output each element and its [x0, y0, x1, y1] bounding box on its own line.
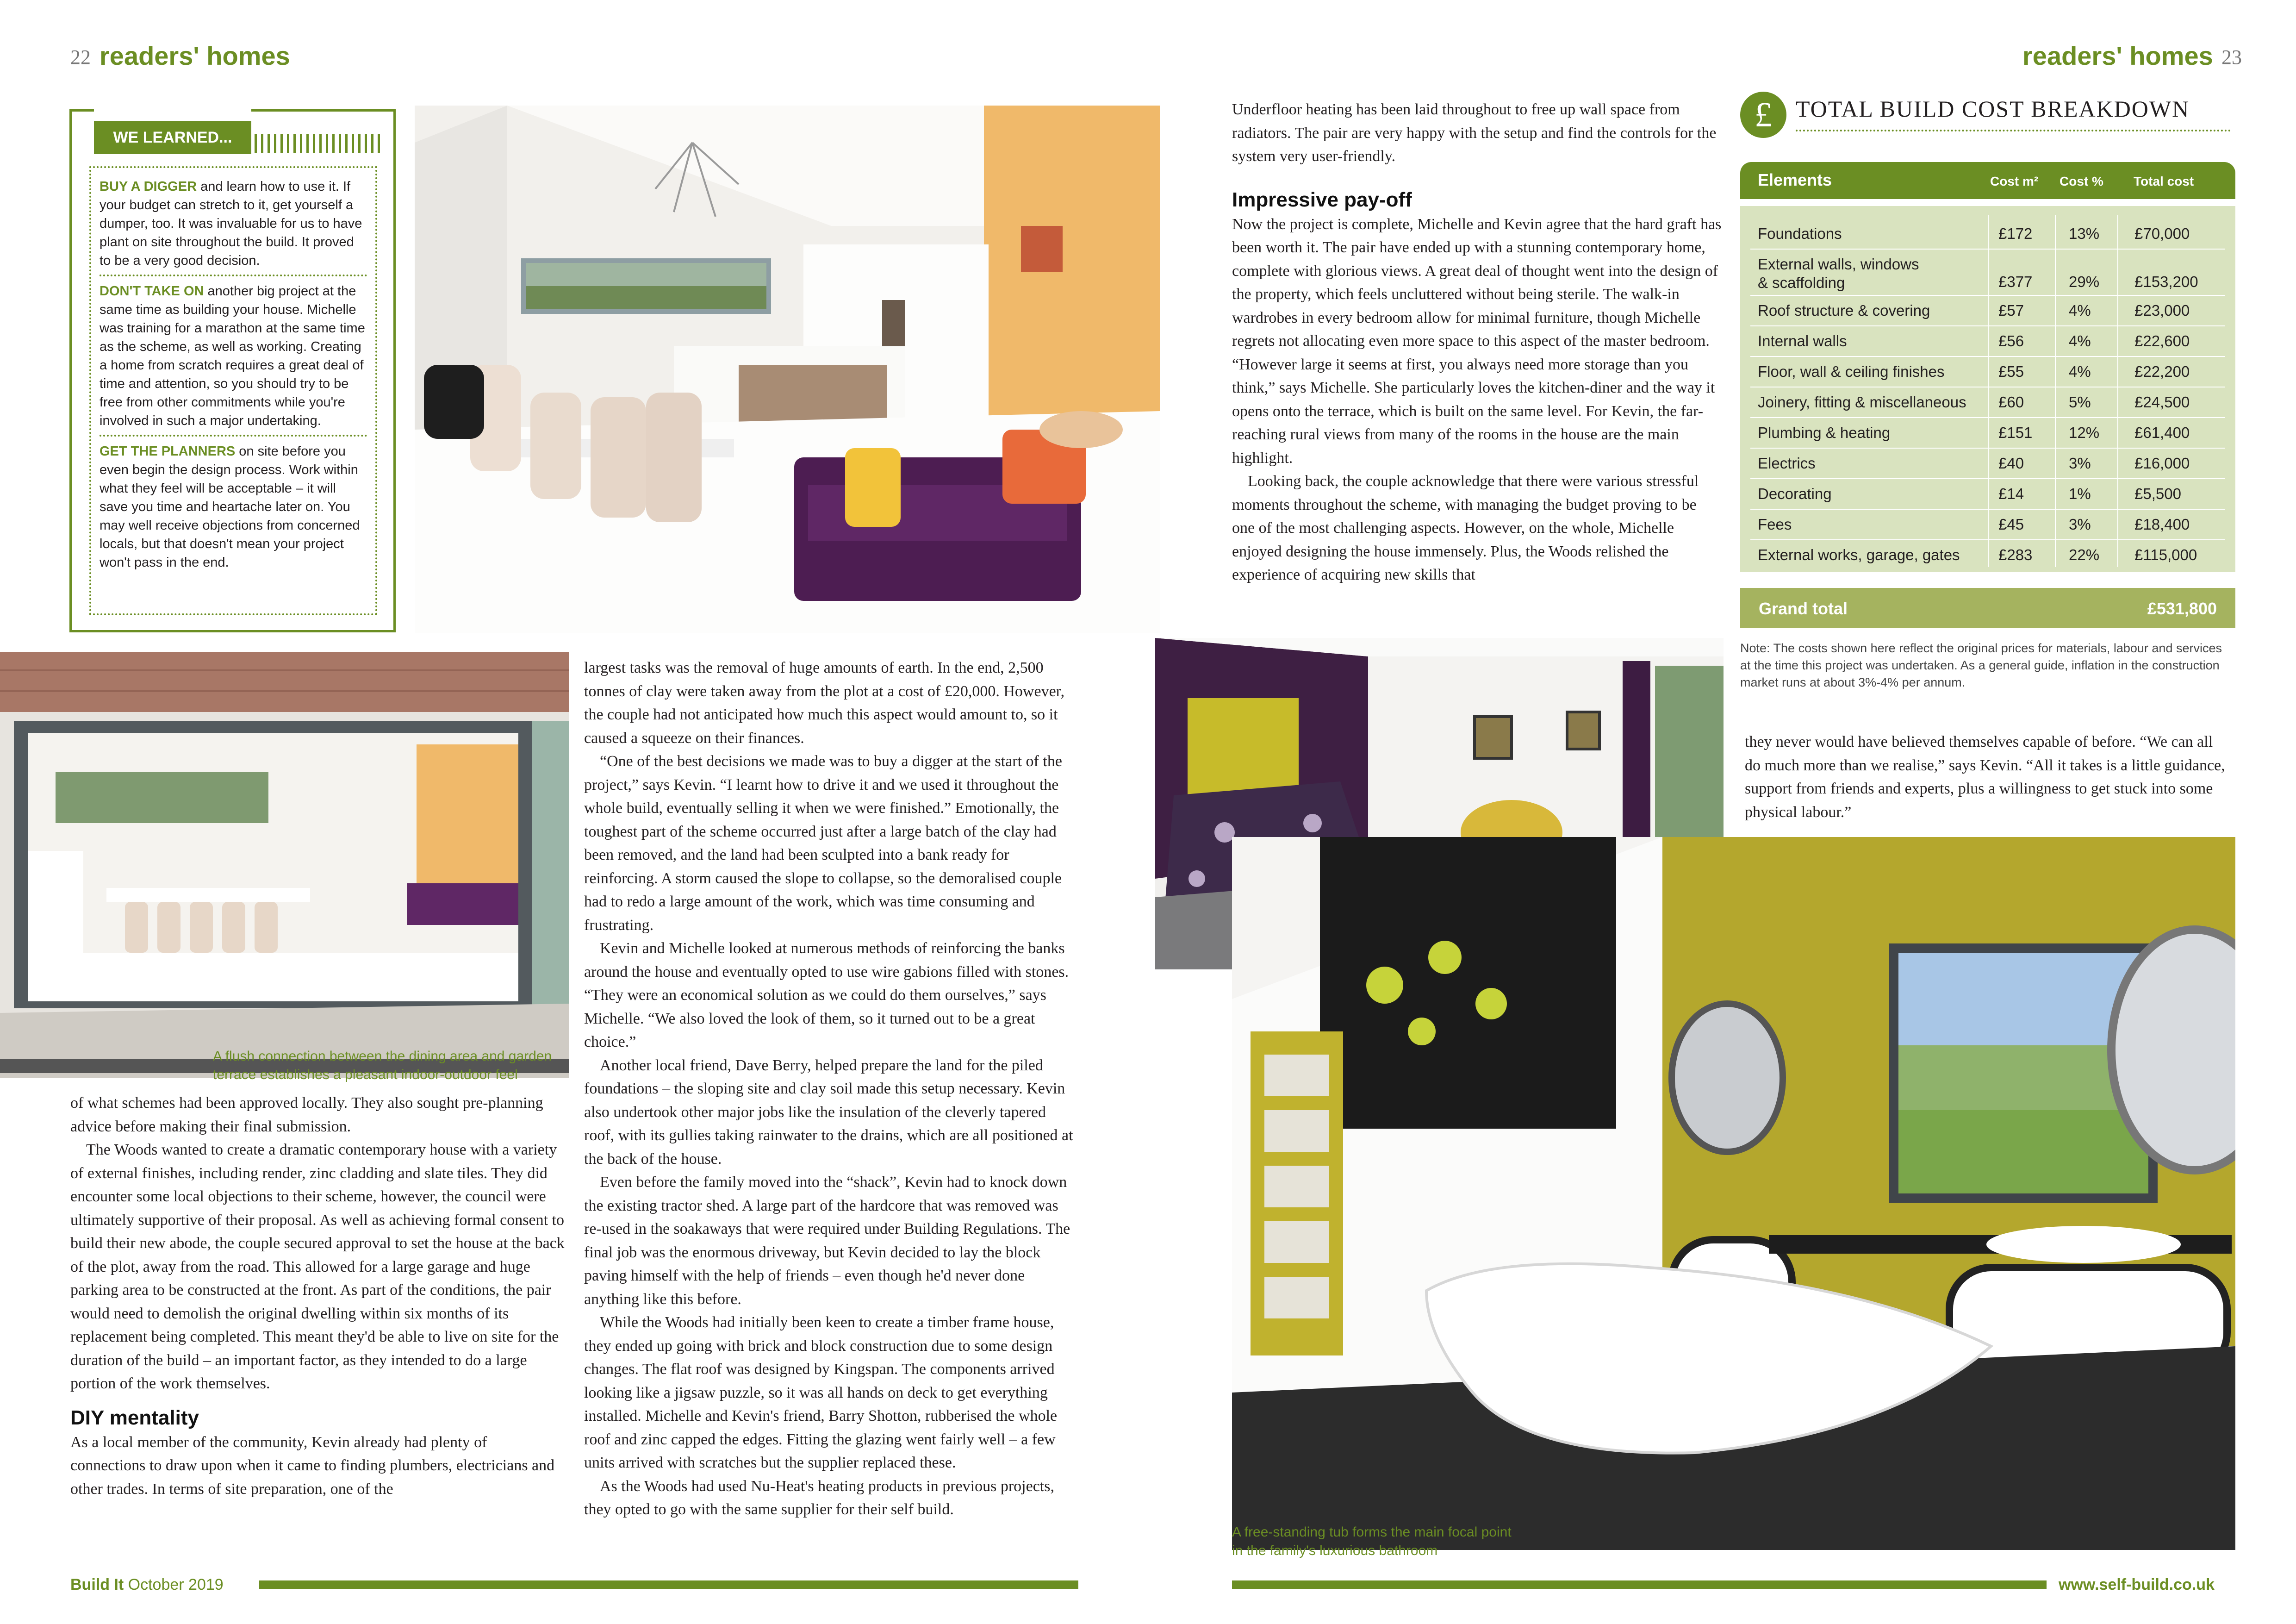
cost-row [1740, 479, 2235, 510]
cost-row [1740, 449, 2235, 479]
cost-grand-total [1740, 588, 2235, 628]
cost-cell-element: External walls, windows & scaffolding [1758, 256, 1919, 291]
cost-row [1740, 357, 2235, 387]
col1-para-1: of what schemes had been approved locally. They also sought pre-planning advice before making their final submission. [70, 1094, 543, 1135]
caption-dining: A flush connection between the dining area and garden terrace establishes a pleasant indoor-outdoor feel [213, 1049, 552, 1082]
cost-table-body [1740, 206, 2235, 572]
footer-bar-right [1232, 1580, 2047, 1589]
cost-title-rule [1796, 130, 2231, 131]
left-section-title: readers' homes [100, 41, 290, 70]
col3-para-2: Looking back, the couple acknowledge that there were various stressful moments throughout the scheme, with managing the budget proving to be one of the most challenging aspects. However, on the whole, Michelle enjoyed designing the house immensely. Plus, the Woods relished the experience of acquiring new skills that [1232, 473, 1699, 583]
col1-para-3: As a local member of the community, Kevin already had plenty of connections to draw upon when it came to finding plumbers, electricians and other trades. In terms of site preparation, one of the [70, 1433, 555, 1498]
cost-cell-pct: 4% [2069, 302, 2091, 319]
cost-cell-total: £24,500 [2134, 394, 2190, 411]
cost-cell-pct: 3% [2069, 455, 2091, 472]
cost-cell-element: Floor, wall & ceiling finishes [1758, 363, 1945, 380]
cost-cell-m2: £172 [1998, 225, 2033, 242]
cost-row [1740, 387, 2235, 418]
cost-cell-element: Fees [1758, 516, 1792, 533]
dining-terrace-photo [0, 652, 569, 1078]
col2-para-7: As the Woods had used Nu-Heat's heating products in previous projects, they opted to go with the same supplier for their self build. [584, 1477, 1054, 1518]
cost-cell-total: £115,000 [2134, 546, 2197, 563]
col2-para-5: Even before the family moved into the “shack”, Kevin had to knock down the existing tractor shed. A large part of the hardcore that was removed was re-used in the soakaways that were required under Building Regulations. The final job was the enormous driveway, but Kevin decided to lay the block paving himself with the help of friends – even though he'd never done anything like this before. [584, 1174, 1070, 1308]
cost-row [1740, 418, 2235, 449]
col3-para-1: Now the project is complete, Michelle and Kevin agree that the hard graft has been worth it. The pair have ended up with a stunning contemporary home, complete with glorious views. A great deal of thought went into the design of the property, which feels uncluttered without being sterile. The walk-in wardrobes in every bedroom allow for minimal furniture, though Michelle regrets not allocating even more space to this aspect of the master bedroom. “However large it seems at first, you always need more storage than you think,” says Michelle. She particularly loves the kitchen-diner and the way it opens onto the terrace, which is built on the same level. For Kevin, the far-reaching rural views from many of the rooms in the house are the main highlight. [1232, 215, 1722, 467]
cost-cell-pct: 13% [2069, 225, 2100, 242]
learned-item-3: GET THE PLANNERS on site before you even begin the design process. Work within what they feel will be acceptable – it will save you time and heartache later on. You may well receive objections from concerned locals, but that doesn't mean your project won't pass in the end. [100, 444, 360, 570]
col2-para-6: While the Woods had initially been keen to create a timber frame house, they ended up going with brick and block construction due to some design changes. The flat roof was designed by Kingspan. The components arrived looking like a jigsaw puzzle, so it was all hands on deck to get everything installed. Michelle and Kevin's friend, Barry Shotton, rubberised the whole roof and zinc capped the edges. Fitting the glazing went fairly well – a few units arrived with scratches but the supplier replaced these. [584, 1314, 1058, 1471]
col-header-cost-m2: Cost m² [1990, 174, 2039, 188]
subhead-payoff: Impressive pay-off [1232, 188, 1412, 211]
pound-icon: £ [1740, 92, 1786, 138]
we-learned-box [69, 109, 396, 632]
cost-cell-total: £61,400 [2134, 424, 2190, 441]
we-learned-list [100, 177, 367, 572]
cost-cell-m2: £151 [1998, 424, 2033, 441]
cost-cell-pct: 3% [2069, 516, 2091, 533]
col-header-total: Total cost [2134, 174, 2194, 188]
cost-cell-m2: £45 [1998, 516, 2024, 533]
caption-bathroom: A free-standing tub forms the main focal point in the family's luxurious bathroom [1232, 1524, 1512, 1558]
cost-cell-total: £23,000 [2134, 302, 2190, 319]
cost-title: TOTAL BUILD COST BREAKDOWN [1796, 96, 2190, 122]
cost-cell-pct: 12% [2069, 424, 2100, 441]
footer-brand-name: Build It [70, 1576, 124, 1593]
cost-row [1740, 510, 2235, 540]
cost-cell-m2: £283 [1998, 546, 2033, 563]
we-learned-heading: WE LEARNED... [94, 121, 251, 154]
cost-cell-element: Internal walls [1758, 332, 1847, 350]
column-2 [584, 656, 1079, 1522]
column-3 [1232, 98, 1723, 587]
cost-cell-element: External works, garage, gates [1758, 546, 1960, 563]
cost-cell-pct: 4% [2069, 332, 2091, 350]
cost-row [1740, 326, 2235, 357]
cost-cell-element: Joinery, fitting & miscellaneous [1758, 394, 1966, 411]
cost-cell-m2: £55 [1998, 363, 2024, 380]
cost-cell-element: Foundations [1758, 225, 1842, 242]
cost-cell-total: £70,000 [2134, 225, 2190, 242]
cost-cell-total: £22,600 [2134, 332, 2190, 350]
column-4 [1745, 731, 2231, 824]
stripe-decoration [255, 134, 380, 153]
cost-row [1740, 219, 2235, 250]
col2-para-1: largest tasks was the removal of huge amounts of earth. In the end, 2,500 tonnes of clay were taken away from the plot at a cost of £20,000. However, the couple had not anticipated how much this aspect would amount to, so it caused a squeeze on their finances. [584, 659, 1065, 747]
cost-table [1740, 162, 2235, 634]
bathroom-photo [1232, 837, 2235, 1550]
cost-cell-element: Plumbing & heating [1758, 424, 1891, 441]
we-learned-inner [89, 166, 377, 615]
col-header-cost-pct: Cost % [2060, 174, 2103, 188]
cost-cell-pct: 29% [2069, 273, 2100, 290]
cost-cell-m2: £60 [1998, 394, 2024, 411]
footer-date: October 2019 [124, 1576, 224, 1593]
cost-cell-m2: £57 [1998, 302, 2024, 319]
cost-cell-total: £22,200 [2134, 363, 2190, 380]
column-1 [70, 1092, 566, 1501]
cost-cell-total: £18,400 [2134, 516, 2190, 533]
col2-para-4: Another local friend, Dave Berry, helped prepare the land for the piled foundations – the sloping site and clay soil made this setup necessary. Kevin also undertook other major jobs like the insulation of the cleverly tapered roof, with its gullies taking rainwater to the drains, which are all positioned at the back of the house. [584, 1056, 1073, 1168]
cost-cell-pct: 22% [2069, 546, 2100, 563]
cost-row [1740, 250, 2235, 296]
grand-total-value: £531,800 [2147, 599, 2217, 618]
col-header-elements: Elements [1758, 170, 1832, 189]
cost-cell-pct: 4% [2069, 363, 2091, 380]
cost-cell-m2: £40 [1998, 455, 2024, 472]
cost-cell-element: Roof structure & covering [1758, 302, 1930, 319]
footer-url[interactable]: www.self-build.co.uk [2059, 1576, 2215, 1593]
subhead-diy: DIY mentality [70, 1406, 199, 1429]
cost-cell-total: £153,200 [2134, 273, 2198, 290]
cost-cell-m2: £56 [1998, 332, 2024, 350]
left-page-number: 22 [70, 46, 91, 69]
footer-brand [70, 1576, 224, 1594]
cost-cell-total: £5,500 [2134, 485, 2181, 502]
footer-bar-left [259, 1580, 1078, 1589]
cost-cell-element: Decorating [1758, 485, 1832, 502]
cost-cell-m2: £377 [1998, 273, 2033, 290]
col2-para-3: Kevin and Michelle looked at numerous methods of reinforcing the banks around the house and eventually opted to use wire gabions filled with stones. “They were an economical solution as we could do them ourselves,” says Michelle. “We also loved the look of them, so it turned out to be a great choice.” [584, 940, 1069, 1050]
right-section-title: readers' homes [2022, 41, 2213, 70]
cost-cell-pct: 5% [2069, 394, 2091, 411]
grand-total-label: Grand total [1759, 599, 1848, 618]
cost-row [1740, 296, 2235, 326]
cost-table-header [1740, 162, 2235, 199]
cost-note: Note: The costs shown here reflect the original prices for materials, labour and services at the time this project was undertaken. As a general guide, inflation in the construction market runs at about 3%-4% per annum. [1740, 641, 2222, 689]
col4-para-1: they never would have believed themselves capable of before. “We can all do much more than we realise,” says Kevin. “All it takes is a little guidance, support from friends and experts, plus a willingness to get stuck into some physical labour.” [1745, 733, 2225, 821]
right-page-number: 23 [2221, 46, 2242, 69]
col1-para-2: The Woods wanted to create a dramatic contemporary house with a variety of external finishes, including render, zinc cladding and slate tiles. They did encounter some local objections to their scheme, however, the council were ultimately supportive of their proposal. As well as achieving formal consent to build their new abode, the couple secured approval to set the house at the back of the plot, away from the road. This allowed for a large garage and huge parking area to be constructed at the front. As part of the conditions, the pair would need to demolish the original dwelling within six months of its replacement being completed. This meant they'd be able to live on site for the duration of the build – an important factor, as they intended to do a large portion of the work themselves. [70, 1141, 565, 1392]
col3-intro: Underfloor heating has been laid throughout to free up wall space from radiators. The pair are very happy with the setup and find the controls for the system very user-friendly. [1232, 101, 1717, 165]
cost-cell-m2: £14 [1998, 485, 2024, 502]
learned-item-2: DON'T TAKE ON another big project at the same time as building your house. Michelle was training for a marathon at the same time as the scheme, as well as working. Creating a home from scratch requires a great deal of time and attention, so you should try to be free from other commitments while you're involved in such a major undertaking. [100, 284, 365, 428]
living-room-photo [415, 106, 1160, 633]
cost-cell-total: £16,000 [2134, 455, 2190, 472]
cost-cell-pct: 1% [2069, 485, 2091, 502]
learned-item-1: BUY A DIGGER and learn how to use it. If your budget can stretch to it, get yourself a dumper, too. It was invaluable for us to have plant on site throughout the build. It proved to be a very good decision. [100, 179, 362, 268]
cost-row [1740, 540, 2235, 571]
cost-cell-element: Electrics [1758, 455, 1816, 472]
col2-para-2: “One of the best decisions we made was to buy a digger at the start of the project,” says Kevin. “I learnt how to drive it and we used it throughout the whole build, eventually selling it when we were finished.” Emotionally, the toughest part of the scheme occurred just after a large batch of the clay had been removed, and the land had been sculpted into a bank ready for reinforcing. A storm caused the slope to collapse, so the demoralised couple had to redo a large amount of the work, which was time consuming and frustrating. [584, 753, 1062, 934]
